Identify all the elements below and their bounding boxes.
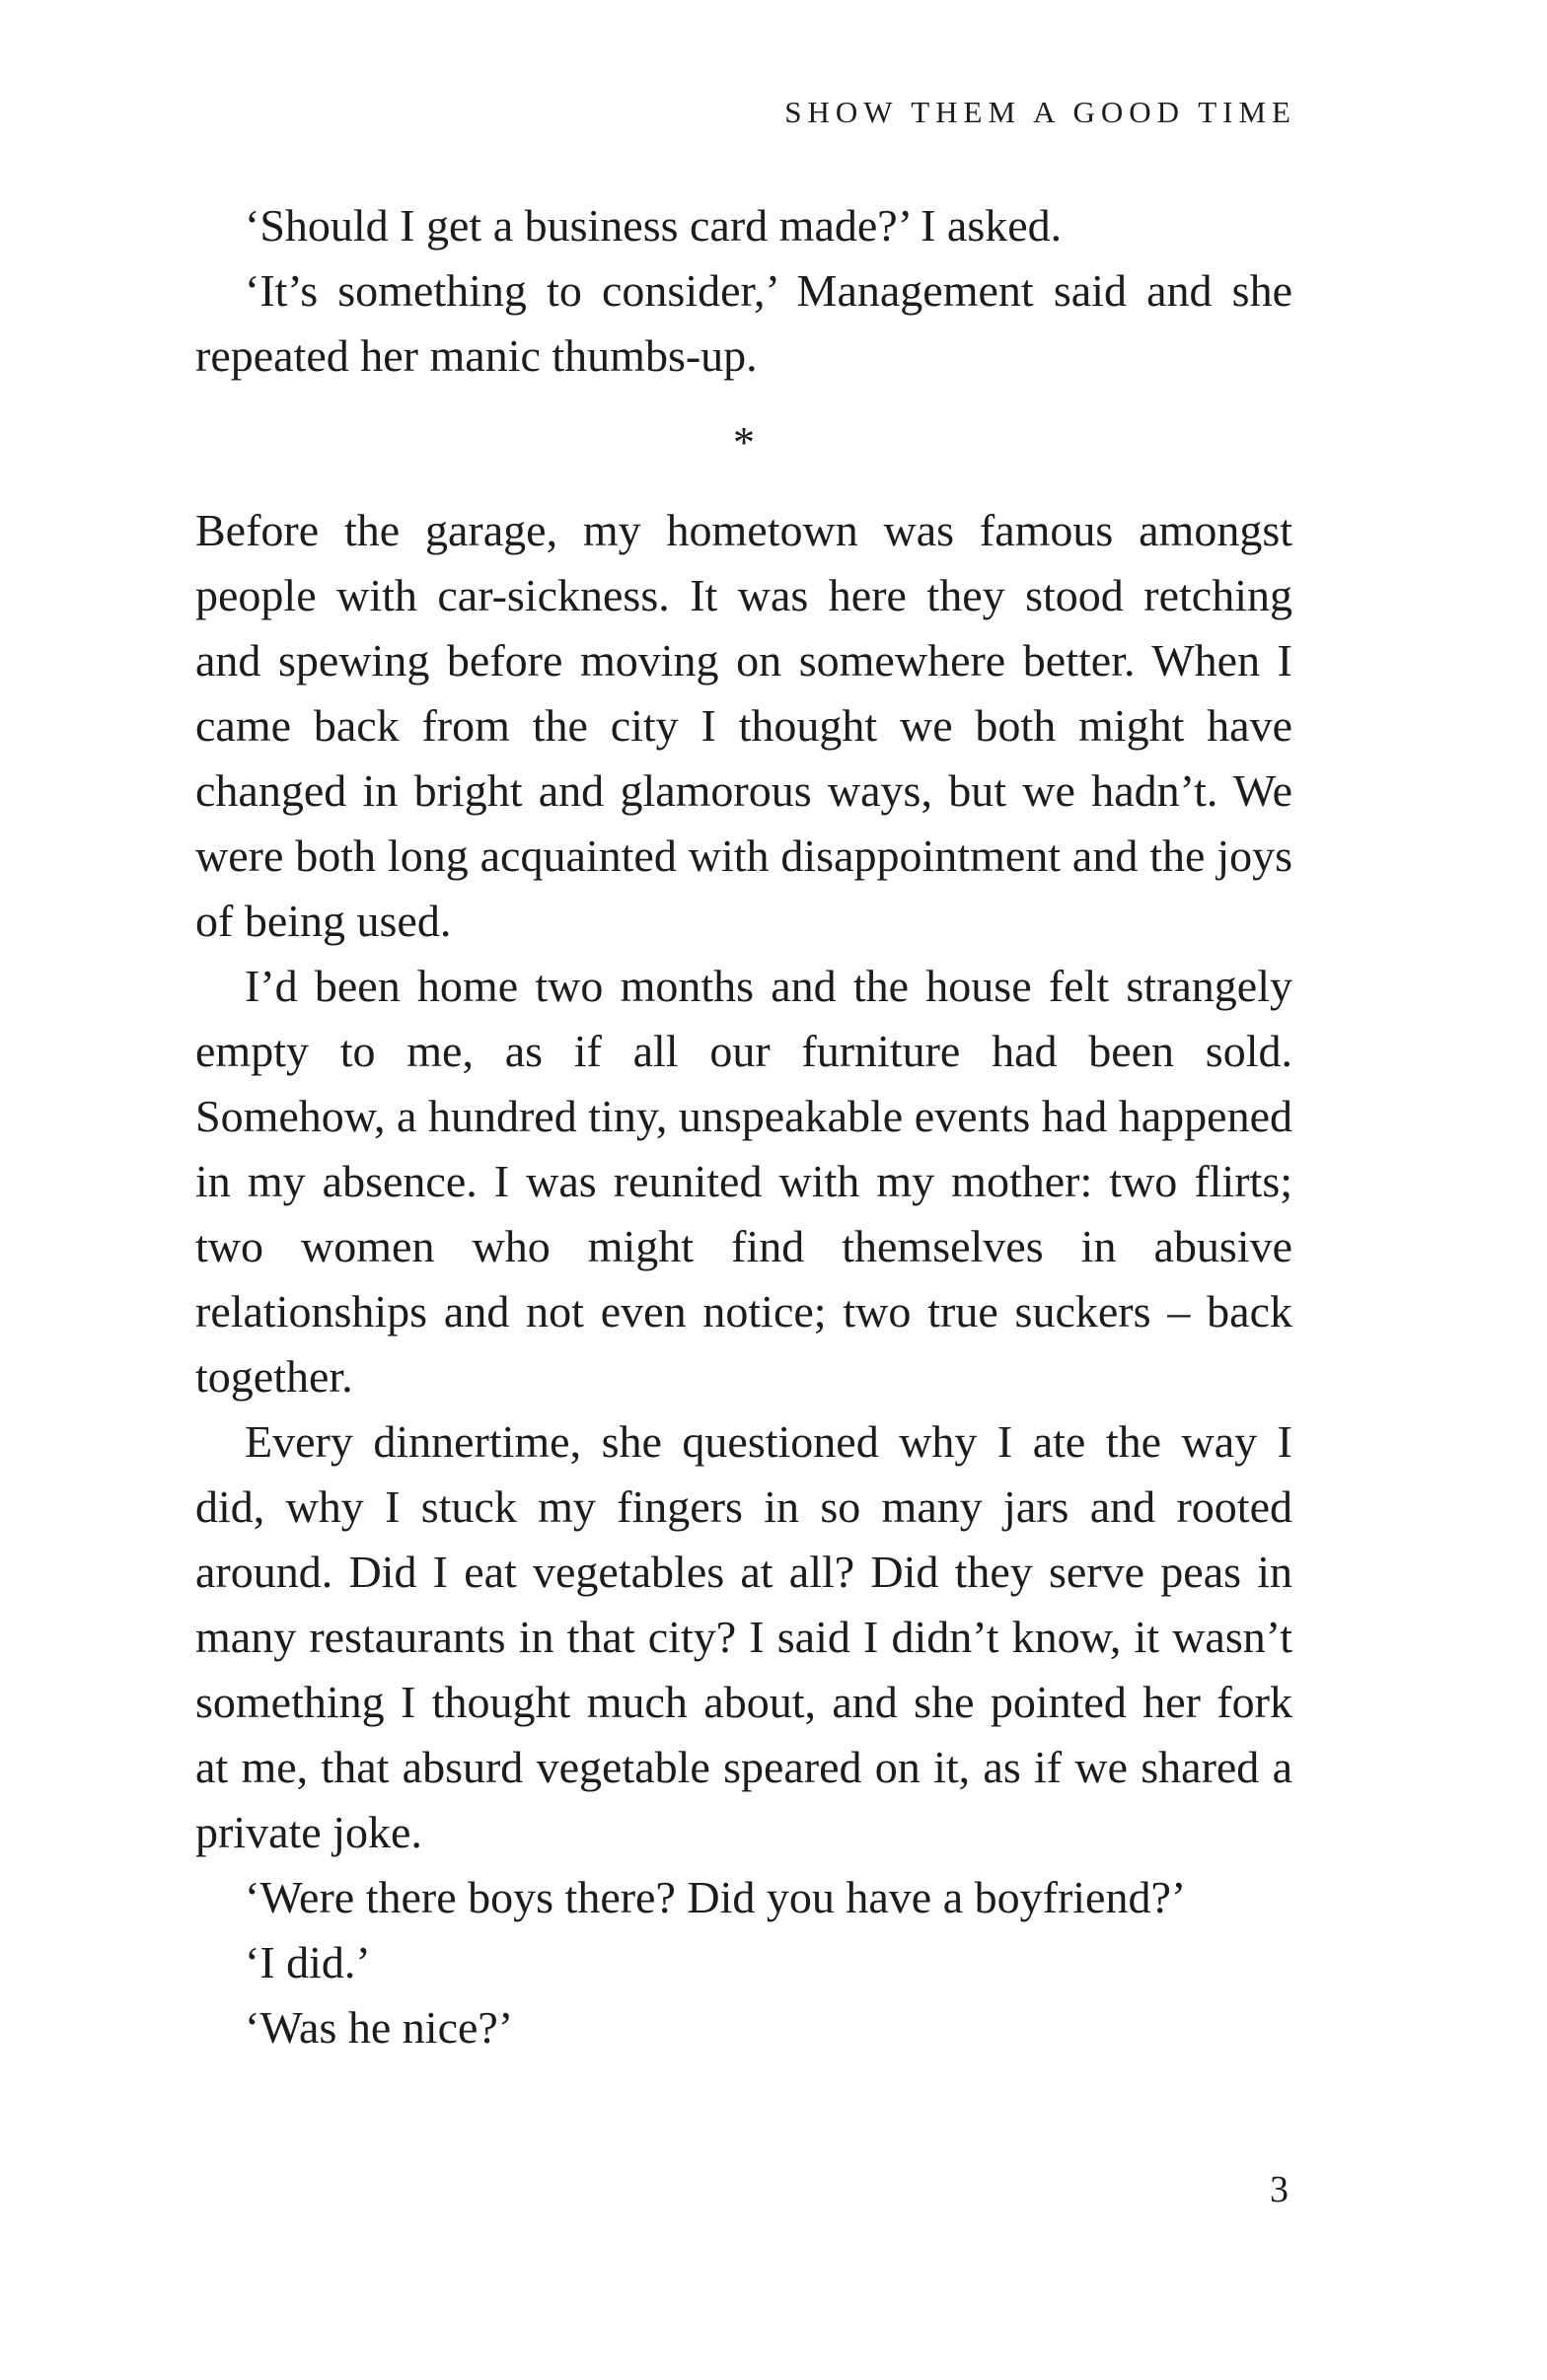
- section-break: *: [733, 418, 755, 467]
- body-text: [195, 193, 1292, 2060]
- paragraph: ‘Was he nice?’: [245, 2002, 514, 2053]
- running-head: SHOW THEM A GOOD TIME: [784, 95, 1296, 129]
- page-number: 3: [1270, 2169, 1289, 2210]
- paragraph: ‘I did.’: [245, 1937, 371, 1987]
- paragraph: ‘Should I get a business card made?’ I asked.: [245, 200, 1063, 251]
- paragraph: ‘Were there boys there? Did you have a boyfriend?’: [245, 1872, 1187, 1922]
- paragraph: I’d been home two months and the house felt strangely empty to me, as if all our furniture had been sold. Somehow, a hundred tiny, unspeakable events had happened in my absence. I was reunited with my mother: two flirts; two women who might find themselves in abusive relationships and not even notice; two true suckers – back together.: [195, 961, 1292, 1402]
- paragraph: ‘It’s something to consider,’ Management said and she repeated her manic thumbs-up.: [195, 265, 1292, 381]
- paragraph: Before the garage, my hometown was famous amongst people with car-sickness. It was here they stood retching and spewing before moving on somewhere better. When I came back from the city I thought we both might have changed in bright and glamorous ways, but we hadn’t. We were both long acquainted with disappointment and the joys of being used.: [195, 505, 1292, 946]
- paragraph: Every dinnertime, she questioned why I ate the way I did, why I stuck my fingers in so many jars and rooted around. Did I eat vegetables at all? Did they serve peas in many restaurants in that city? I said I didn’t know, it wasn’t something I thought much about, and she pointed her fork at me, that absurd vegetable speared on it, as if we shared a private joke.: [195, 1416, 1292, 1857]
